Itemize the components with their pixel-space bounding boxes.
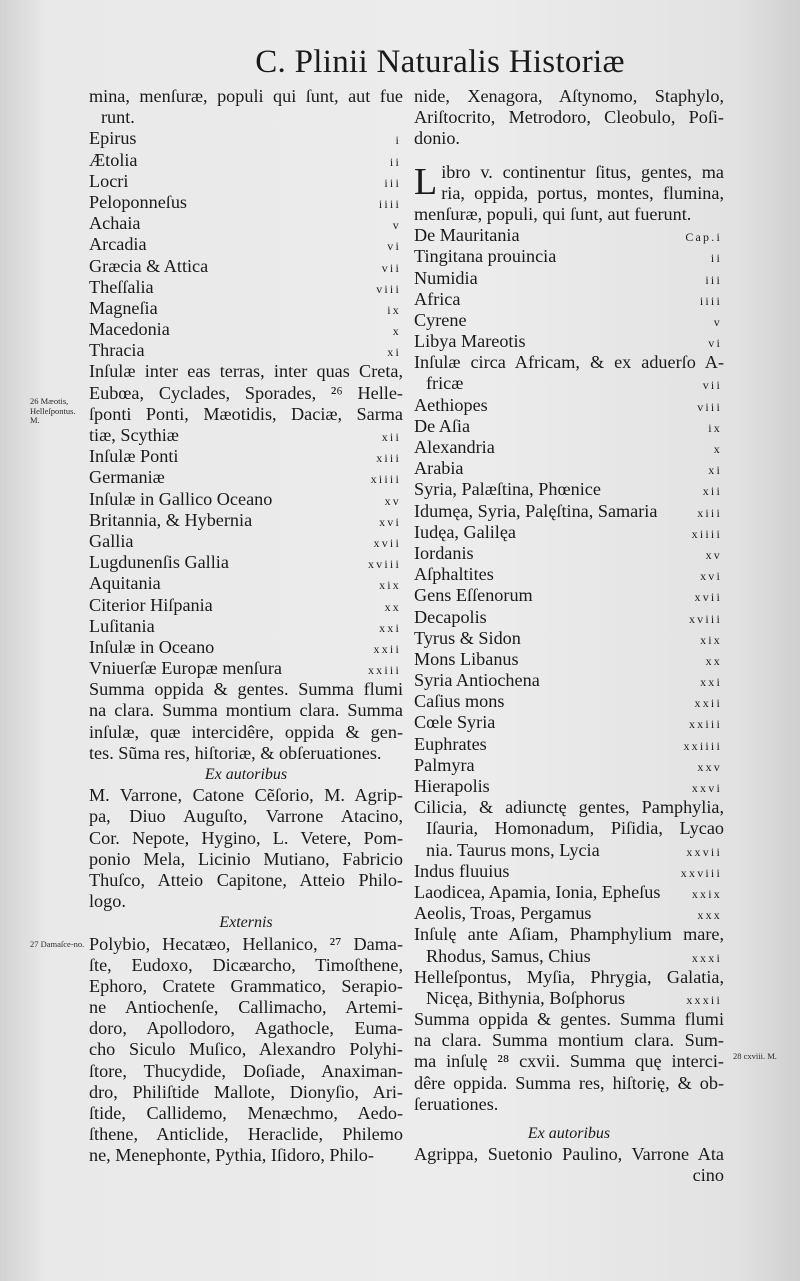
toc-entry-number: xx xyxy=(705,653,722,668)
toc-entry-name: Hierapolis xyxy=(414,776,490,796)
toc-entry-name: Tingitana prouincia xyxy=(414,246,557,267)
toc-entry-name: Achaia xyxy=(89,213,141,234)
toc-entry-number: xxi xyxy=(700,675,722,690)
page-title: C. Plinii Naturalis Historiæ xyxy=(255,44,625,80)
toc-entry xyxy=(89,150,403,171)
toc-entry xyxy=(89,573,403,594)
right-toc-list xyxy=(414,225,724,352)
text-line: cino xyxy=(692,1165,724,1186)
left-externi xyxy=(89,934,403,1167)
toc-entry xyxy=(89,234,403,255)
toc-entry-name: Magneſia xyxy=(89,297,158,318)
right-toc-list-3 xyxy=(414,861,724,925)
toc-entry xyxy=(414,903,724,924)
text-line: ponio Mela, Licinio Mutiano, Fabricio xyxy=(89,848,403,869)
section-heading-ex-autoribus: Ex autoribus xyxy=(204,766,288,783)
toc-entry-name: Decapolis xyxy=(414,606,487,627)
toc-entry-number: viii xyxy=(697,399,722,414)
toc-entry-name: Britannia, & Hybernia xyxy=(89,509,253,530)
toc-entry xyxy=(414,225,724,246)
toc-entry xyxy=(414,628,724,649)
toc-entry-number: xiii xyxy=(697,505,722,520)
toc-entry-number: viii xyxy=(376,281,401,296)
toc-entry-name: Rhodus, Samus, Chius xyxy=(426,945,591,966)
toc-entry-number: xxviii xyxy=(680,865,722,880)
text-line: tes. Sũma res, hiſtoriæ, & obſeruationes. xyxy=(89,742,382,763)
toc-entry xyxy=(414,607,724,628)
spacer xyxy=(414,1115,724,1123)
toc-entry-number: xx xyxy=(384,599,401,614)
toc-entry xyxy=(414,479,724,500)
toc-entry xyxy=(89,128,403,149)
toc-entry xyxy=(414,988,724,1009)
toc-entry-name: Gallia xyxy=(89,530,134,551)
drop-cap: L xyxy=(414,160,438,203)
toc-entry xyxy=(89,510,403,531)
toc-entry-number: xii xyxy=(702,484,722,499)
toc-entry-number: xxii xyxy=(373,641,401,656)
toc-entry xyxy=(414,882,724,903)
toc-entry-name: Laodicea, Apamia, Ionia, Epheſus xyxy=(414,881,661,902)
toc-entry-name: nia. Taurus mons, Lycia xyxy=(426,839,600,860)
toc-entry-number: v xyxy=(392,218,401,233)
left-insulae xyxy=(89,361,403,425)
text-line: Cor. Nepote, Hygino, L. Vetere, Pom- xyxy=(89,827,403,848)
text-line: Thuſco, Atteio Capitone, Atteio Philo- xyxy=(89,869,403,890)
text-line: Summa oppida & gentes. Summa flumi xyxy=(414,1009,724,1030)
toc-entry-number: xv xyxy=(705,547,722,562)
toc-entry xyxy=(414,246,724,267)
toc-entry xyxy=(89,489,403,510)
toc-entry-number: xi xyxy=(387,345,401,360)
toc-entry-name: Libya Mareotis xyxy=(414,331,526,352)
toc-entry-number: xxvii xyxy=(686,844,722,859)
toc-entry-name: Græcia & Attica xyxy=(89,255,209,276)
toc-entry-number: xi xyxy=(708,463,722,478)
toc-entry-number: v xyxy=(713,314,722,329)
text-line: ria, oppida, portus, montes, flumina, xyxy=(441,182,724,203)
toc-entry-name: Alexandria xyxy=(414,437,495,457)
toc-entry xyxy=(414,585,724,606)
toc-entry-name: Aſphaltites xyxy=(414,564,494,585)
toc-entry-number: xviii xyxy=(367,557,401,572)
text-line: Polybio, Hecatæo, Hellanico, ²⁷ Dama- xyxy=(89,933,403,954)
toc-entry-name: Ætolia xyxy=(89,149,138,170)
right-summa xyxy=(414,1009,724,1115)
text-line: na clara. Summa montium clara. Sum- xyxy=(414,1030,724,1051)
toc-entry xyxy=(414,712,724,733)
toc-entry-name: Numidia xyxy=(414,267,478,288)
toc-entry xyxy=(89,531,403,552)
toc-entry-number: xxx xyxy=(697,908,722,923)
toc-entry-number: xvii xyxy=(373,535,401,550)
toc-entry xyxy=(414,861,724,882)
toc-entry-name: tiæ, Scythiæ xyxy=(89,425,179,445)
right-cilicia xyxy=(414,797,724,839)
toc-entry xyxy=(414,522,724,543)
left-intro xyxy=(89,86,403,128)
toc-entry-name: Euphrates xyxy=(414,733,487,754)
toc-entry xyxy=(414,395,724,416)
toc-entry-number: xiiii xyxy=(691,526,722,541)
toc-entry-number: xxii xyxy=(694,696,722,711)
text-line: ſtore, Thucydide, Doſiade, Anaximan- xyxy=(89,1060,403,1081)
toc-entry-number: iii xyxy=(705,272,722,287)
toc-entry xyxy=(89,277,403,298)
toc-entry-name: Mons Libanus xyxy=(414,648,519,669)
toc-entry-number: xxiii xyxy=(367,663,401,678)
toc-entry xyxy=(414,649,724,670)
toc-entry-name: Iordanis xyxy=(414,542,474,563)
toc-entry-name: Arcadia xyxy=(89,234,147,255)
toc-entry-number: xiiii xyxy=(370,472,401,487)
toc-entry-name: De Mauritania xyxy=(414,225,520,246)
toc-entry-number: xxv xyxy=(697,759,722,774)
toc-entry-number: xxxii xyxy=(686,992,722,1007)
toc-entry xyxy=(414,310,724,331)
toc-entry xyxy=(89,658,403,679)
toc-entry-number: xvi xyxy=(379,514,401,529)
toc-entry xyxy=(89,192,403,213)
text-line: Inſulæ circa Africam, & ex aduerſo A- xyxy=(414,352,724,373)
toc-entry-name: De Aſia xyxy=(414,415,471,436)
text-line: ne, Menephonte, Pythia, Iſidoro, Philo- xyxy=(89,1145,374,1166)
toc-entry xyxy=(414,670,724,691)
toc-entry xyxy=(414,268,724,289)
toc-entry xyxy=(89,298,403,319)
text-line: Helleſpontus, Myſia, Phrygia, Galatia, xyxy=(414,966,724,987)
text-line: ſeruationes. xyxy=(414,1093,499,1114)
toc-entry-number: Cap.i xyxy=(685,230,722,245)
toc-entry-number: vi xyxy=(387,239,401,254)
text-line: Eubœa, Cyclades, Sporades, ²⁶ Helle- xyxy=(89,382,403,403)
toc-entry-name: Epirus xyxy=(89,128,137,149)
toc-entry-name: Nicęa, Bithynia, Boſphorus xyxy=(426,987,626,1008)
toc-entry-number: xix xyxy=(700,632,722,647)
text-line: Ephoro, Cratete Grammatico, Serapio- xyxy=(89,975,403,996)
right-toc-list-2 xyxy=(414,395,724,798)
toc-entry-name: Germaniæ xyxy=(89,467,165,488)
toc-entry xyxy=(89,319,403,340)
text-line: nide, Xenagora, Aſtynomo, Staphylo, xyxy=(414,86,724,106)
toc-entry-name: Arabia xyxy=(414,458,464,479)
margin-note-26: 26 Mæotis, Helleſpontus. M. xyxy=(30,396,76,425)
toc-entry-number: ix xyxy=(387,302,401,317)
toc-entry xyxy=(414,289,724,310)
toc-entry-number: xxi xyxy=(379,620,401,635)
text-line: na clara. Summa montium clara. Summa xyxy=(89,700,403,721)
left-toc-list-2 xyxy=(89,446,403,679)
text-line: Inſulę ante Aſiam, Phamphylium mare, xyxy=(414,924,724,945)
text-line: donio. xyxy=(414,128,460,149)
toc-entry-name: Aeolis, Troas, Pergamus xyxy=(414,903,592,924)
toc-entry xyxy=(414,755,724,776)
text-line: ſponti Ponti, Mæotidis, Daciæ, Sarma xyxy=(89,403,403,424)
text-line: dêre oppida. Summa res, hiſtorię, & ob- xyxy=(414,1072,724,1093)
toc-entry-name: Africa xyxy=(414,288,461,309)
text-line: mina, menſuræ, populi qui ſunt, aut fue xyxy=(89,86,403,106)
spacer xyxy=(414,150,724,162)
text-line: inſulæ, quæ intercidêre, oppida & gen- xyxy=(89,721,403,742)
text-line: Inſulæ inter eas terras, inter quas Creta, xyxy=(89,361,403,382)
toc-entry-name: Aethiopes xyxy=(414,394,488,415)
toc-entry xyxy=(414,501,724,522)
toc-entry xyxy=(414,776,724,797)
toc-entry-name: Syria Antiochena xyxy=(414,670,540,691)
toc-entry-number: iiii xyxy=(378,196,401,211)
toc-entry-number: xv xyxy=(384,493,401,508)
right-hellespontus xyxy=(414,967,724,988)
left-autores xyxy=(89,785,403,912)
toc-entry xyxy=(414,691,724,712)
text-line: pa, Diuo Auguſto, Varrone Atacino, xyxy=(89,806,403,827)
toc-entry-name: Palmyra xyxy=(414,754,475,775)
toc-entry xyxy=(89,340,403,361)
section-heading-ex-autoribus-right: Ex autoribus xyxy=(527,1125,611,1142)
toc-entry xyxy=(414,564,724,585)
toc-entry xyxy=(89,616,403,637)
toc-entry xyxy=(89,595,403,616)
toc-entry-name: Locri xyxy=(89,170,129,191)
right-autores xyxy=(414,1144,724,1186)
toc-entry-name: Peloponneſus xyxy=(89,191,188,212)
toc-entry-number: ix xyxy=(708,420,722,435)
text-line: Summa oppida & gentes. Summa flumi xyxy=(89,679,403,700)
left-summa xyxy=(89,679,403,764)
toc-entry-name: Thracia xyxy=(89,340,145,361)
toc-entry-number: x xyxy=(392,324,401,339)
toc-entry-name: fricæ xyxy=(426,373,464,394)
text-line: M. Varrone, Catone Cẽſorio, M. Agrip- xyxy=(89,785,403,806)
text-line: ibro v. continentur ſitus, gentes, ma xyxy=(441,161,724,182)
toc-entry xyxy=(89,256,403,277)
text-line: ma inſulę ²⁸ cxvii. Summa quę interci- xyxy=(414,1051,724,1072)
toc-entry xyxy=(414,373,724,394)
toc-entry xyxy=(89,446,403,467)
toc-entry xyxy=(89,467,403,488)
toc-entry xyxy=(89,425,403,446)
toc-entry-name: Cœle Syria xyxy=(414,712,496,733)
toc-entry-number: xvii xyxy=(694,590,722,605)
toc-entry-number: xxiii xyxy=(688,717,722,732)
text-line: Iſauria, Homonadum, Piſidia, Lycao xyxy=(426,818,724,839)
toc-entry xyxy=(414,437,724,458)
toc-entry-name: Inſulæ in Gallico Oceano xyxy=(89,488,273,509)
toc-entry-name: Gens Eſſenorum xyxy=(414,585,533,606)
toc-entry xyxy=(89,552,403,573)
toc-entry-number: ii xyxy=(389,154,401,169)
toc-entry xyxy=(414,946,724,967)
left-column xyxy=(89,86,403,1167)
toc-entry-number: xix xyxy=(379,578,401,593)
toc-entry-name: Cyrene xyxy=(414,309,467,330)
left-toc-list xyxy=(89,128,403,361)
text-line: dro, Philiſtide Mallote, Dionyſio, Ari- xyxy=(89,1081,403,1102)
toc-entry-name: Aquitania xyxy=(89,573,161,594)
toc-entry-number: xii xyxy=(381,430,401,444)
toc-entry-number: i xyxy=(395,133,401,148)
right-intro xyxy=(414,86,724,150)
text-line: Agrippa, Suetonio Paulino, Varrone Ata xyxy=(414,1144,724,1165)
margin-note-28: 28 cxviii. M. xyxy=(733,1051,777,1061)
toc-entry-name: Caſius mons xyxy=(414,691,505,712)
text-line: Cilicia, & adiunctę gentes, Pamphylia, xyxy=(414,797,724,818)
margin-note-27: 27 Damaſce-no. xyxy=(30,939,85,949)
toc-entry-name: Citerior Hiſpania xyxy=(89,594,213,615)
text-line: ſtide, Callidemo, Menæchmo, Aedo- xyxy=(89,1103,403,1123)
toc-entry xyxy=(89,171,403,192)
toc-entry xyxy=(414,416,724,437)
toc-entry-number: xvi xyxy=(700,569,722,584)
text-line: menſuræ, populi, qui ſunt, aut fuerunt. xyxy=(414,203,692,224)
right-insulae-asiam xyxy=(414,924,724,945)
toc-entry xyxy=(414,458,724,479)
toc-entry-name: Idumęa, Syria, Palęſtina, Samaria xyxy=(414,500,658,521)
toc-entry-name: Macedonia xyxy=(89,319,170,340)
toc-entry-name: Iudęa, Galilęa xyxy=(414,521,516,542)
toc-entry-number: vii xyxy=(381,260,401,275)
toc-entry-name: Syria, Palæſtina, Phœnice xyxy=(414,479,601,500)
toc-entry xyxy=(414,840,724,861)
toc-entry-number: xiii xyxy=(376,451,401,466)
toc-entry-name: Theſſalia xyxy=(89,276,154,297)
right-insulae xyxy=(414,352,724,373)
toc-entry-number: vii xyxy=(702,378,722,393)
toc-entry-number: xxxi xyxy=(691,950,722,965)
text-line: doro, Apollodoro, Agathocle, Euma- xyxy=(89,1018,403,1039)
toc-entry xyxy=(414,734,724,755)
toc-entry xyxy=(414,543,724,564)
toc-entry-name: Vniuerſæ Europæ menſura xyxy=(89,658,282,679)
toc-entry-name: Lugdunenſis Gallia xyxy=(89,552,229,573)
text-line: Ariſtocrito, Metrodoro, Cleobulo, Poſi- xyxy=(414,107,724,128)
toc-entry-name: Inſulæ in Oceano xyxy=(89,636,215,657)
toc-entry xyxy=(89,637,403,658)
toc-entry-name: Indus fluuius xyxy=(414,860,510,881)
toc-entry xyxy=(414,331,724,352)
toc-entry-number: vi xyxy=(708,336,722,351)
text-line: ſte, Eudoxo, Dicæarcho, Timoſthene, xyxy=(89,954,403,975)
toc-entry-number: iii xyxy=(384,175,401,190)
toc-entry-number: xxiiii xyxy=(683,738,722,753)
right-column xyxy=(414,86,724,1187)
text-line: logo. xyxy=(89,891,126,912)
toc-entry-name: Inſulæ Ponti xyxy=(89,446,179,467)
toc-entry-name: Tyrus & Sidon xyxy=(414,627,521,648)
toc-entry-number: xviii xyxy=(688,611,722,626)
toc-entry-number: xxix xyxy=(691,886,722,901)
text-line: ne Antiochenſe, Callimacho, Artemi- xyxy=(89,997,403,1018)
toc-entry-name: Luſitania xyxy=(89,615,155,636)
toc-entry-number: xxvi xyxy=(691,781,722,795)
right-libro xyxy=(414,162,724,226)
section-heading-externis: Externis xyxy=(219,914,273,932)
toc-entry-number: ii xyxy=(710,251,722,266)
toc-entry xyxy=(89,213,403,234)
toc-entry-number: x xyxy=(713,442,722,456)
text-line: ſthene, Anticlide, Heraclide, Philemo xyxy=(89,1124,403,1145)
toc-entry-number: iiii xyxy=(699,293,722,308)
text-line: cho Siculo Muſico, Alexandro Polyhi- xyxy=(89,1039,403,1060)
text-line: runt. xyxy=(101,107,135,128)
